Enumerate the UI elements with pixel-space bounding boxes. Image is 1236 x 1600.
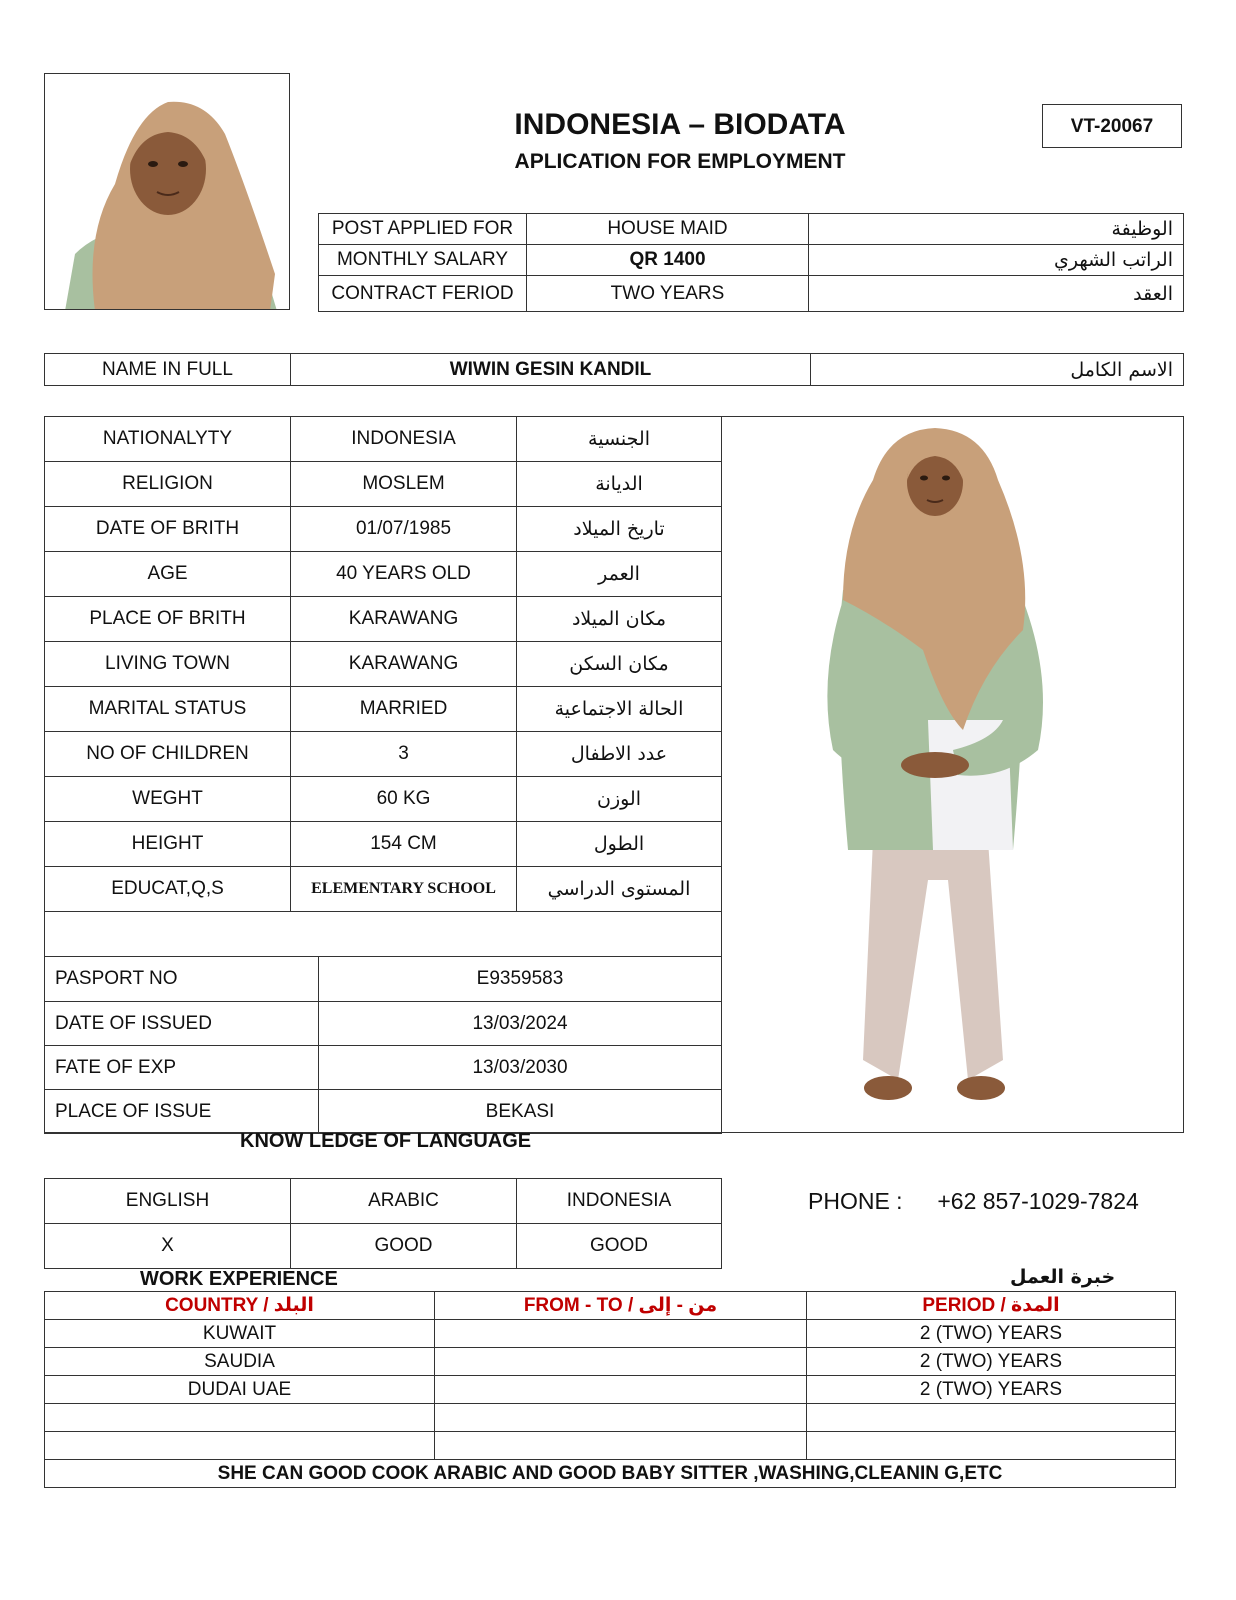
table-row	[45, 1376, 1176, 1404]
job-label-ar: الراتب الشهري	[809, 245, 1184, 276]
personal-value: KARAWANG	[291, 642, 517, 687]
work-period	[807, 1432, 1176, 1460]
language-level-arabic: GOOD	[291, 1224, 517, 1269]
personal-label-ar: مكان السكن	[517, 642, 722, 687]
table-row	[45, 1320, 1176, 1348]
work-period: 2 (TWO) YEARS	[807, 1348, 1176, 1376]
work-from-to	[435, 1404, 807, 1432]
name-label-ar: الاسم الكامل	[811, 354, 1184, 386]
passport-value: E9359583	[319, 957, 722, 1002]
full-name: WIWIN GESIN KANDIL	[291, 354, 811, 386]
portrait-photo	[44, 73, 290, 310]
work-country	[45, 1404, 435, 1432]
table-row	[45, 1432, 1176, 1460]
personal-label: HEIGHT	[45, 822, 291, 867]
work-header-from-to: FROM - TO / من - إلى	[435, 1292, 807, 1320]
personal-table	[44, 416, 722, 957]
work-country: KUWAIT	[45, 1320, 435, 1348]
personal-label: AGE	[45, 552, 291, 597]
passport-label: FATE OF EXP	[45, 1046, 319, 1090]
job-label: POST APPLIED FOR	[319, 214, 527, 245]
spacer-row	[45, 912, 722, 957]
full-body-photo	[723, 420, 1181, 1130]
name-table	[44, 353, 1184, 386]
job-value: TWO YEARS	[527, 276, 809, 312]
work-header-country: COUNTRY / البلد	[45, 1292, 435, 1320]
job-label: MONTHLY SALARY	[319, 245, 527, 276]
job-table	[318, 213, 1184, 312]
work-from-to	[435, 1376, 807, 1404]
language-section-title: KNOW LEDGE OF LANGUAGE	[240, 1130, 532, 1152]
personal-label-ar: الديانة	[517, 462, 722, 507]
language-table	[44, 1178, 722, 1269]
phone-label: PHONE :	[808, 1188, 903, 1214]
work-experience-title-ar: خبرة العمل	[1010, 1266, 1116, 1288]
work-country: DUDAI UAE	[45, 1376, 435, 1404]
personal-label: WEGHT	[45, 777, 291, 822]
personal-value: MARRIED	[291, 687, 517, 732]
personal-label-ar: الطول	[517, 822, 722, 867]
language-level-indonesia: GOOD	[517, 1224, 722, 1269]
personal-value: MOSLEM	[291, 462, 517, 507]
passport-value: 13/03/2024	[319, 1002, 722, 1046]
passport-label: DATE OF ISSUED	[45, 1002, 319, 1046]
personal-label-ar: الحالة الاجتماعية	[517, 687, 722, 732]
personal-label: NO OF CHILDREN	[45, 732, 291, 777]
personal-label: PLACE OF BRITH	[45, 597, 291, 642]
phone-line	[808, 1188, 1139, 1215]
personal-label-ar: العمر	[517, 552, 722, 597]
personal-label-ar: مكان الميلاد	[517, 597, 722, 642]
table-row	[45, 1348, 1176, 1376]
personal-label-ar: تاريخ الميلاد	[517, 507, 722, 552]
personal-value: 01/07/1985	[291, 507, 517, 552]
personal-label: MARITAL STATUS	[45, 687, 291, 732]
work-period	[807, 1404, 1176, 1432]
job-label-ar: الوظيفة	[809, 214, 1184, 245]
page-subtitle: APLICATION FOR EMPLOYMENT	[514, 150, 846, 173]
personal-label: NATIONALYTY	[45, 417, 291, 462]
personal-value: 154 CM	[291, 822, 517, 867]
personal-label: DATE OF BRITH	[45, 507, 291, 552]
work-country	[45, 1432, 435, 1460]
passport-value: BEKASI	[319, 1090, 722, 1134]
table-row	[45, 1404, 1176, 1432]
language-header-english: ENGLISH	[45, 1179, 291, 1224]
work-from-to	[435, 1432, 807, 1460]
passport-label: PLACE OF ISSUE	[45, 1090, 319, 1134]
phone-number: +62 857-1029-7824	[937, 1188, 1139, 1214]
language-level-english: X	[45, 1224, 291, 1269]
personal-label: LIVING TOWN	[45, 642, 291, 687]
personal-label-ar: الجنسية	[517, 417, 722, 462]
personal-value: 60 KG	[291, 777, 517, 822]
work-from-to	[435, 1320, 807, 1348]
work-experience-title: WORK EXPERIENCE	[140, 1268, 338, 1290]
passport-value: 13/03/2030	[319, 1046, 722, 1090]
job-label-ar: العقد	[809, 276, 1184, 312]
page-title: INDONESIA – BIODATA	[514, 108, 846, 141]
personal-label: EDUCAT,Q,S	[45, 867, 291, 912]
work-country: SAUDIA	[45, 1348, 435, 1376]
personal-label-ar: المستوى الدراسي	[517, 867, 722, 912]
work-period: 2 (TWO) YEARS	[807, 1376, 1176, 1404]
job-label: CONTRACT FERIOD	[319, 276, 527, 312]
personal-value: KARAWANG	[291, 597, 517, 642]
job-value: HOUSE MAID	[527, 214, 809, 245]
personal-value: ELEMENTARY SCHOOL	[291, 867, 517, 912]
name-label: NAME IN FULL	[45, 354, 291, 386]
work-from-to	[435, 1348, 807, 1376]
passport-table	[44, 956, 722, 1134]
language-header-indonesia: INDONESIA	[517, 1179, 722, 1224]
reference-code: VT-20067	[1042, 104, 1182, 148]
personal-value: 3	[291, 732, 517, 777]
personal-label-ar: عدد الاطفال	[517, 732, 722, 777]
skills-note: SHE CAN GOOD COOK ARABIC AND GOOD BABY SITTER ,WASHING,CLEANIN G,ETC	[45, 1460, 1176, 1488]
passport-label: PASPORT NO	[45, 957, 319, 1002]
work-table	[44, 1291, 1176, 1488]
job-value: QR 1400	[527, 245, 809, 276]
personal-label: RELIGION	[45, 462, 291, 507]
personal-value: 40 YEARS OLD	[291, 552, 517, 597]
personal-label-ar: الوزن	[517, 777, 722, 822]
personal-value: INDONESIA	[291, 417, 517, 462]
work-header-period: PERIOD / المدة	[807, 1292, 1176, 1320]
language-header-arabic: ARABIC	[291, 1179, 517, 1224]
work-period: 2 (TWO) YEARS	[807, 1320, 1176, 1348]
